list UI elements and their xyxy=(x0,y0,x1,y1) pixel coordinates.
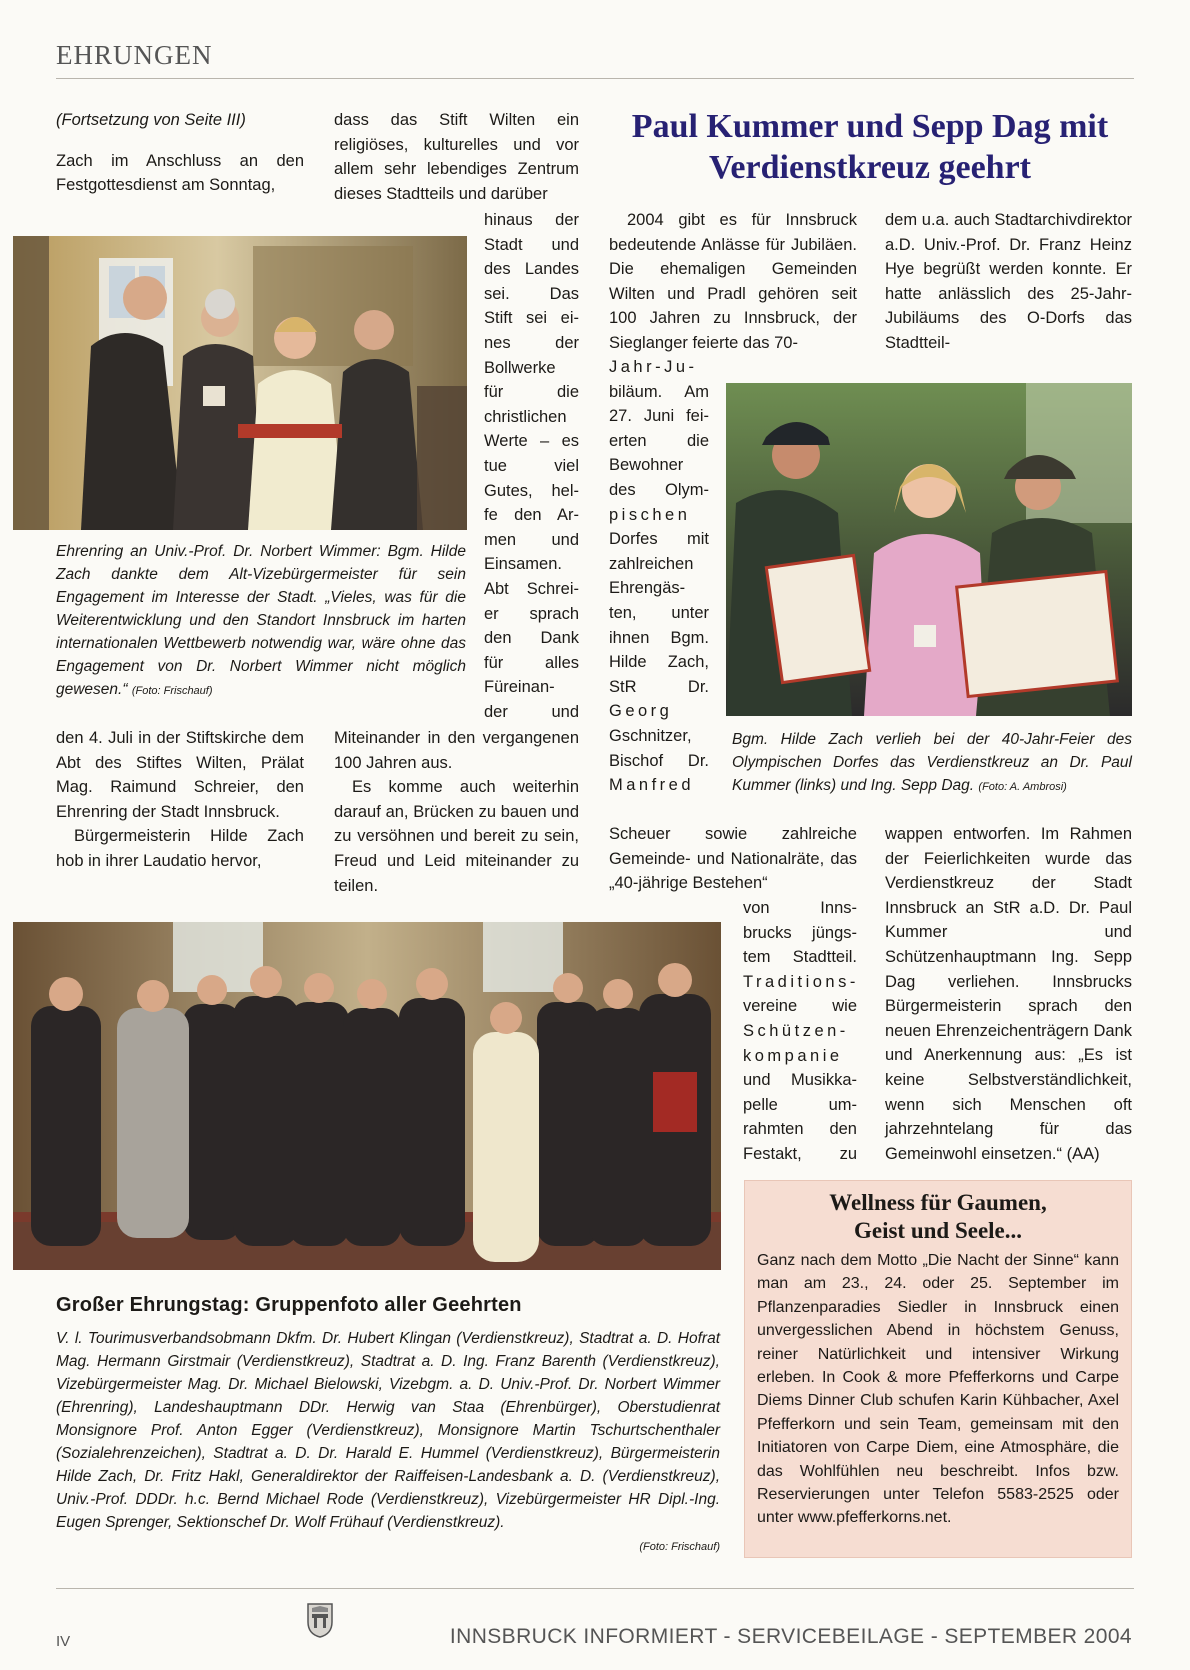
header-rule xyxy=(56,78,1134,79)
text-line: des Landes xyxy=(484,260,579,279)
text-line: Bischof Dr. xyxy=(609,751,709,770)
article2-col3-bottom: Scheuer sowie zahlreiche Gemeinde- und Nationalräte, das „40-jährige Bestehen“ xyxy=(609,825,857,893)
text-line: Ehrengäs- xyxy=(609,579,686,598)
text-line: men und xyxy=(484,530,579,549)
text-line: sei. Das xyxy=(484,284,579,303)
paragraph: Miteinander in den vergangenen 100 Jahren aus. xyxy=(334,729,579,772)
text-line: brucks jüngs- xyxy=(743,923,857,942)
text-line: Traditions- xyxy=(743,972,859,991)
photo-verdienstkreuz xyxy=(726,383,1132,716)
photo-credit: (Foto: A. Ambrosi) xyxy=(978,781,1067,793)
article2-col4-top: dem u.a. auch Stadtarchivdirektor a.D. Univ.-Prof. Dr. Franz Heinz Hye begrüßt werden konnte. Er hatte anlässlich des 25-Jahr-Jubiläums des O-Dorfs das Stadtteil- xyxy=(885,211,1132,352)
running-title: INNSBRUCK INFORMIERT - SERVICEBEILAGE - SEPTEMBER 2004 xyxy=(449,1625,1132,1648)
paragraph: den 4. Juli in der Stiftskirche dem Abt des Stiftes Wilten, Prälat Mag. Raimund Schreier, den Ehrenring der Stadt Innsbruck. xyxy=(56,729,304,821)
article2-col3-narrow2 xyxy=(743,896,857,1167)
text-line: tue viel xyxy=(484,456,579,475)
paragraph: Zach im Anschluss an den Festgottesdienst am Sonntag, xyxy=(56,151,304,195)
text-line: erten die xyxy=(609,431,709,450)
text-line: den Dank xyxy=(484,629,579,648)
text-line: kompanie xyxy=(743,1046,843,1065)
text-line: Festakt, zu xyxy=(743,1144,857,1163)
text-line: 27. Juni fei- xyxy=(609,407,709,426)
text-line: biläum. Am xyxy=(609,382,709,401)
text-line: pischen xyxy=(609,505,691,524)
group-photo-title: Großer Ehrungstag: Gruppenfoto aller Geehrten xyxy=(56,1294,522,1316)
wellness-title xyxy=(745,1189,1131,1245)
paragraph: Bürgermeisterin Hilde Zach hob in ihrer Laudatio hervor, xyxy=(56,827,304,870)
text-line: vereine wie xyxy=(743,997,857,1016)
text-line: Bollwerke xyxy=(484,358,556,377)
text-line: Abt Schrei- xyxy=(484,579,579,598)
text-line: Einsamen. xyxy=(484,555,562,574)
text-line: Gschnitzer, xyxy=(609,726,692,745)
text-line: Werte – es xyxy=(484,432,579,451)
wellness-title-line1: Wellness für Gaumen, xyxy=(829,1190,1047,1215)
text-line: Hilde Zach, xyxy=(609,653,709,672)
text-line: tem Stadtteil. xyxy=(743,948,857,967)
text-line: von Inns- xyxy=(743,899,857,917)
text-line: für die xyxy=(484,383,579,402)
text-line: Gutes, hel- xyxy=(484,481,579,500)
text-line: Füreinan- xyxy=(484,678,555,697)
text-line: Schützen- xyxy=(743,1021,849,1040)
text-line: nes der xyxy=(484,333,579,352)
article1-col2-narrow xyxy=(484,208,579,724)
caption-text: Ehrenring an Univ.-Prof. Dr. Norbert Wimmer: Bgm. Hilde Zach dankte dem Alt-Vizebürgermeister für sein Engagement im Interesse der Stadt. „Vieles, was für die Weiterentwicklung und den Standort Innsbruck im harten internationalen Wettbewerb notwendig war, wäre ohne das Engagement von Dr. Norbert Wimmer nicht möglich gewesen.“ xyxy=(56,543,466,698)
text-line: zahlreichen xyxy=(609,554,694,573)
article1-col1-top xyxy=(56,108,304,198)
text-line: christlichen xyxy=(484,407,567,426)
caption-text: V. l. Tourimusverbandsobmann Dkfm. Dr. Hubert Klingan (Verdienstkreuz), Stadtrat a. D. Hofrat Mag. Hermann Girstmair (Verdienstkreuz), Stadtrat a. D. Ing. Franz Barenth (Verdienstkreuz), Vizebürgermeister Mag. Dr. Michael Bielowski, Vizebgm. a. D. Univ.-Prof. Dr. Norbert Wimmer (Ehrenring), Landeshauptmann DDr. Herwig van Staa (Ehrenbürger), Oberstudienrat Monsignore Prof. Anton Egger (Verdienstkreuz), Monsignore Martin Tschurtschenthaler (Sozialehrenzeichen), Stadtrat a. D. Dr. Harald E. Hummel (Verdienstkreuz), Bürgermeisterin Hilde Zach, Dr. Fritz Hakl, Generaldirektor der Raiffeisen-Landesbank a. D. (Verdienstkreuz), Univ.-Prof. DDDr. h.c. Bernd Michael Rode (Verdienstkreuz), Vizebürgermeister HR Dipl.-Ing. Eugen Sprenger, Sektionschef Dr. Wolf Frühauf (Verdienstkreuz). xyxy=(56,1330,720,1531)
text-line: Jahr-Ju- xyxy=(609,358,698,376)
text-line: pelle um- xyxy=(743,1095,857,1114)
paragraph: Es komme auch weiterhin darauf an, Brücken zu bauen und zu versöhnen und bereit zu sein, Freud und Leid miteinander zu teilen. xyxy=(334,778,579,895)
photo-ehrenring xyxy=(13,236,467,530)
text-line: des Olym- xyxy=(609,480,709,499)
photo-credit: (Foto: Frischauf) xyxy=(131,685,213,697)
article2-headline: Paul Kummer und Sepp Dag mit Verdienstkreuz geehrt xyxy=(631,108,1109,186)
wellness-body: Ganz nach dem Motto „Die Nacht der Sinne“ kann man am 23., 24. oder 25. September im Pflanzenparadies Siedler in Innsbruck einen unvergesslichen Abend in höchstem Genuss, reiner Natürlichkeit und intensiver Wirkung erleben. In Cook & more Pfefferkorns und Carpe Diems Dinner Club schufen Karin Kühbacher, Axel Pfefferkorn und sein Team, gemeinsam mit den Initiatoren von Carpe Diem, eine Atmosphäre, die das Wohlfühlen neu beschreibt. Infos bzw. Reservierungen unter Telefon 5583-2525 oder unter www.pfefferkorns.net. xyxy=(757,1252,1119,1527)
photo-verdienstkreuz-caption xyxy=(732,728,1132,799)
text-line: Stadt und xyxy=(484,235,579,254)
text-line: StR Dr. xyxy=(609,677,709,696)
text-line: für alles xyxy=(484,653,579,672)
section-title: EHRUNGEN xyxy=(56,40,213,70)
article1-col2-bottom xyxy=(334,726,579,898)
continuation-note: (Fortsetzung von Seite III) xyxy=(56,111,246,129)
group-photo xyxy=(13,922,721,1270)
photo-ehrenring-caption xyxy=(56,540,466,703)
footer-rule xyxy=(56,1588,1134,1589)
city-crest-icon xyxy=(306,1602,334,1638)
caption-text: Bgm. Hilde Zach verlieh bei der 40-Jahr-Feier des Olympischen Dorfes das Verdienstkreuz an Dr. Paul Kummer (links) und Ing. Sepp Dag. xyxy=(732,731,1132,794)
text-line: hinaus der xyxy=(484,211,579,229)
article2-col4-bottom: wappen entworfen. Im Rahmen der Feierlichkeiten wurde das Verdienstkreuz der Stadt Innsbruck an StR a.D. Dr. Paul Kummer und Schützenhauptmann Ing. Sepp Dag verliehen. Innsbrucks Bürgermeisterin sprach den neuen Ehrenzeichenträgern Dank und Anerkennung aus: „Es ist keine Selbstverständlichkeit, wenn sich Menschen oft jahrzehntelang für das Gemeinwohl einsetzen.“ (AA) xyxy=(885,825,1132,1163)
text-line: er sprach xyxy=(484,604,579,623)
text-line: ten, unter xyxy=(609,603,709,622)
text-line: Manfred xyxy=(609,776,695,795)
page-number: IV xyxy=(56,1633,71,1650)
article1-col2-top: dass das Stift Wilten ein religiöses, kulturelles und vor allem sehr lebendiges Zentrum dieses Stadtteils und darüber xyxy=(334,111,579,203)
article1-col1-bottom xyxy=(56,726,304,874)
article2-col3-top: 2004 gibt es für Innsbruck bedeutende Anlässe für Jubiläen. Die ehemaligen Gemeinden Wilten und Pradl gehören seit 100 Jahren zu Innsbruck, der Sieglanger feierte das 70- xyxy=(609,211,857,352)
text-line: Dorfes mit xyxy=(609,530,709,549)
group-photo-caption xyxy=(56,1327,720,1534)
article2-col3-narrow xyxy=(609,355,709,798)
photo-credit: (Foto: Frischauf) xyxy=(639,1541,720,1553)
text-line: ihnen Bgm. xyxy=(609,628,709,647)
text-line: rahmten den xyxy=(743,1120,857,1139)
text-line: Stift sei ei- xyxy=(484,309,579,328)
text-line: Bewohner xyxy=(609,456,684,475)
wellness-title-line2: Geist und Seele... xyxy=(853,1218,1023,1243)
text-line: und Musikka- xyxy=(743,1071,857,1090)
text-line: der und xyxy=(484,702,579,721)
text-line: Georg xyxy=(609,702,673,721)
wellness-box xyxy=(744,1180,1132,1558)
text-line: fe den Ar- xyxy=(484,506,579,525)
